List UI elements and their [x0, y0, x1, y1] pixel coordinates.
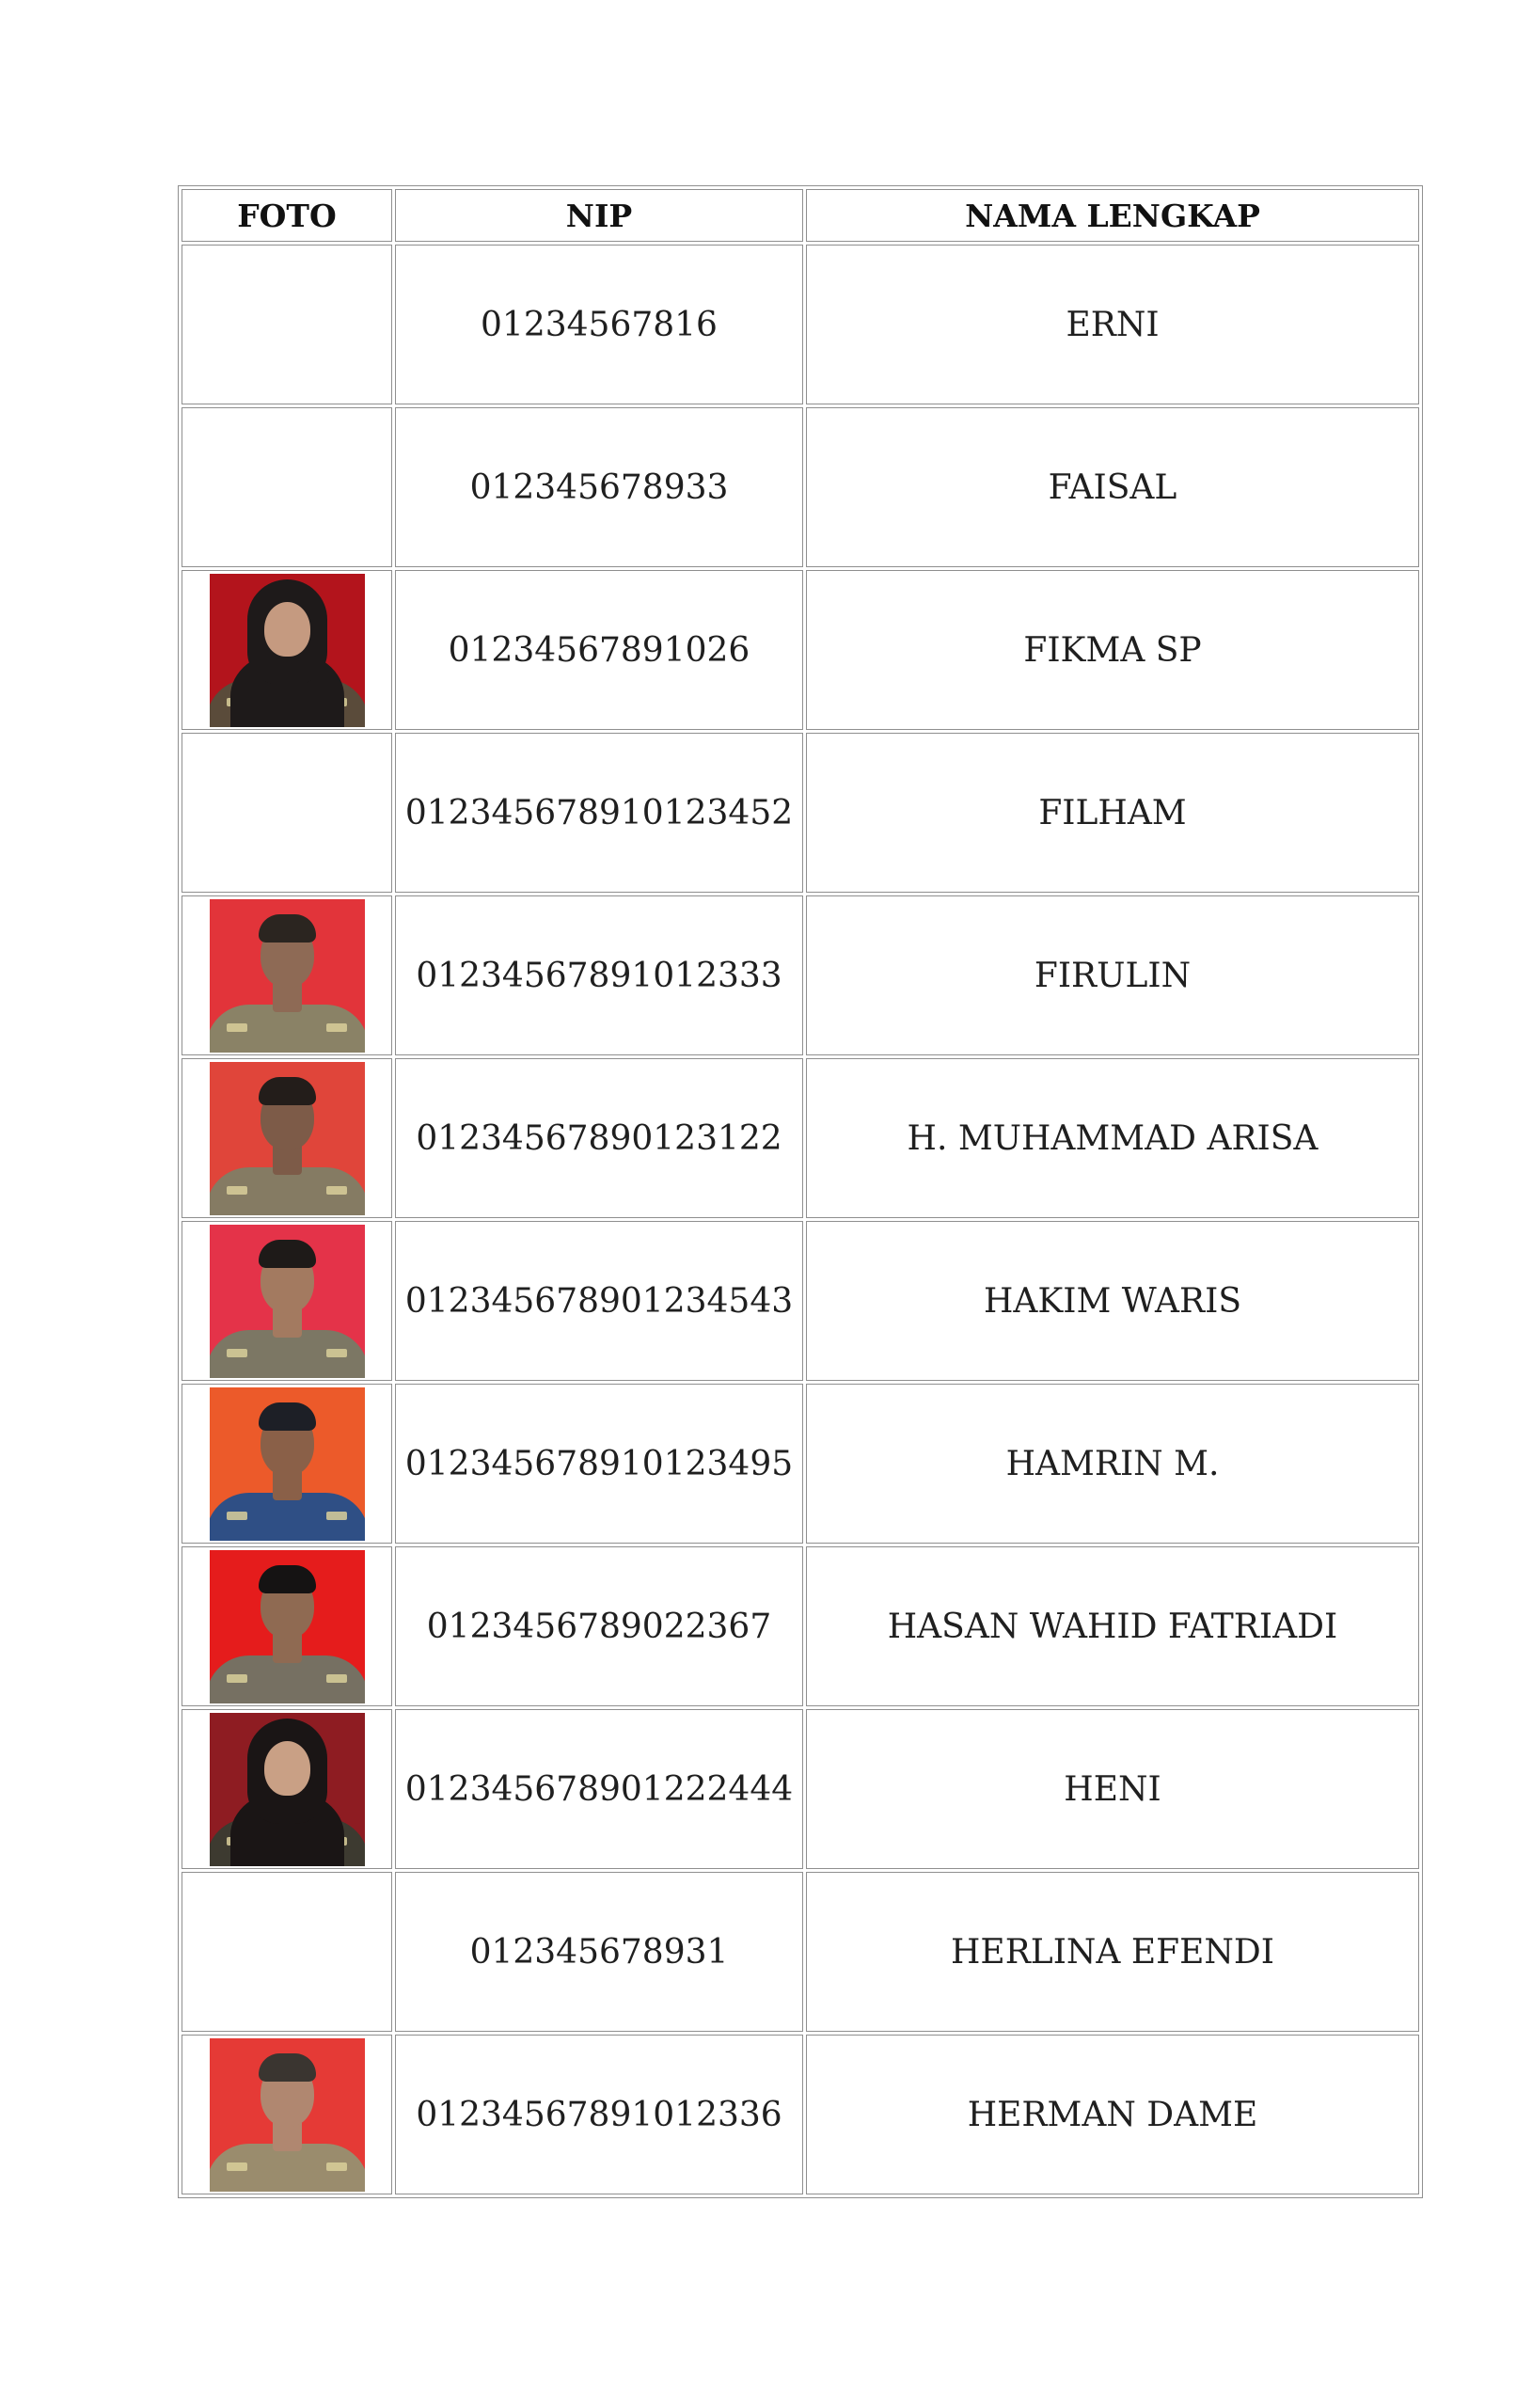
- table-row: [182, 1546, 1419, 1706]
- foto-cell: [182, 1221, 392, 1381]
- table-row: [182, 1058, 1419, 1218]
- nip-cell: 012345678901222444: [395, 1709, 803, 1869]
- table-row: [182, 570, 1419, 730]
- nama-cell: H. MUHAMMAD ARISA: [806, 1058, 1419, 1218]
- nip-cell: 01234567891026: [395, 570, 803, 730]
- photo-badge-right: [326, 1674, 347, 1683]
- nama-cell: HAMRIN M.: [806, 1384, 1419, 1544]
- nama-cell: HASAN WAHID FATRIADI: [806, 1546, 1419, 1706]
- photo-hair: [259, 1402, 316, 1431]
- photo: [210, 574, 365, 727]
- photo-hair: [259, 1240, 316, 1268]
- photo-hair: [259, 914, 316, 943]
- photo-badge-left: [227, 1023, 247, 1032]
- table-body: [182, 245, 1419, 2194]
- nip-cell: 012345678933: [395, 407, 803, 567]
- nip-cell: 01234567816: [395, 245, 803, 404]
- foto-cell: [182, 895, 392, 1055]
- nama-cell: FIKMA SP: [806, 570, 1419, 730]
- photo-badge-left: [227, 1512, 247, 1520]
- nip-cell: 0123456789022367: [395, 1546, 803, 1706]
- photo-badge-left: [227, 1349, 247, 1357]
- foto-cell: [182, 733, 392, 893]
- foto-cell: [182, 1709, 392, 1869]
- table-row: [182, 1384, 1419, 1544]
- nama-cell: FAISAL: [806, 407, 1419, 567]
- photo: [210, 899, 365, 1053]
- nama-cell: HAKIM WARIS: [806, 1221, 1419, 1381]
- header-foto: FOTO: [182, 189, 392, 242]
- nip-cell: 01234567891012333: [395, 895, 803, 1055]
- photo-hair: [259, 2053, 316, 2082]
- photo-hair: [259, 1077, 316, 1105]
- photo: [210, 1713, 365, 1866]
- photo-face: [264, 602, 310, 657]
- table-row: [182, 245, 1419, 404]
- foto-cell: [182, 1384, 392, 1544]
- nip-cell: 012345678931: [395, 1872, 803, 2032]
- photo: [210, 1387, 365, 1541]
- nama-cell: ERNI: [806, 245, 1419, 404]
- nama-cell: FIRULIN: [806, 895, 1419, 1055]
- nama-cell: HENI: [806, 1709, 1419, 1869]
- table-row: [182, 2035, 1419, 2194]
- foto-cell: [182, 245, 392, 404]
- photo-badge-right: [326, 1186, 347, 1195]
- header-nip: NIP: [395, 189, 803, 242]
- photo: [210, 1062, 365, 1215]
- foto-cell: [182, 1058, 392, 1218]
- nama-cell: HERLINA EFENDI: [806, 1872, 1419, 2032]
- photo-badge-left: [227, 1674, 247, 1683]
- photo: [210, 1550, 365, 1703]
- table-row: [182, 407, 1419, 567]
- foto-cell: [182, 1872, 392, 2032]
- photo-badge-right: [326, 2162, 347, 2171]
- nip-cell: 01234567890123122: [395, 1058, 803, 1218]
- photo-badge-left: [227, 1186, 247, 1195]
- table-row: [182, 895, 1419, 1055]
- header-row: [182, 189, 1419, 242]
- nip-cell: 012345678901234543: [395, 1221, 803, 1381]
- photo-face: [264, 1741, 310, 1796]
- nama-cell: HERMAN DAME: [806, 2035, 1419, 2194]
- employee-table: [178, 185, 1423, 2198]
- photo-badge-right: [326, 1023, 347, 1032]
- photo-hair: [259, 1565, 316, 1593]
- nip-cell: 012345678910123495: [395, 1384, 803, 1544]
- foto-cell: [182, 1546, 392, 1706]
- foto-cell: [182, 2035, 392, 2194]
- table-row: [182, 733, 1419, 893]
- photo-badge-right: [326, 1349, 347, 1357]
- nip-cell: 012345678910123452: [395, 733, 803, 893]
- foto-cell: [182, 407, 392, 567]
- table-row: [182, 1709, 1419, 1869]
- photo: [210, 2038, 365, 2192]
- table-row: [182, 1872, 1419, 2032]
- foto-cell: [182, 570, 392, 730]
- photo: [210, 1225, 365, 1378]
- header-nama-lengkap: NAMA LENGKAP: [806, 189, 1419, 242]
- nama-cell: FILHAM: [806, 733, 1419, 893]
- nip-cell: 01234567891012336: [395, 2035, 803, 2194]
- table-header: [182, 189, 1419, 242]
- table-row: [182, 1221, 1419, 1381]
- photo-badge-left: [227, 2162, 247, 2171]
- photo-badge-right: [326, 1512, 347, 1520]
